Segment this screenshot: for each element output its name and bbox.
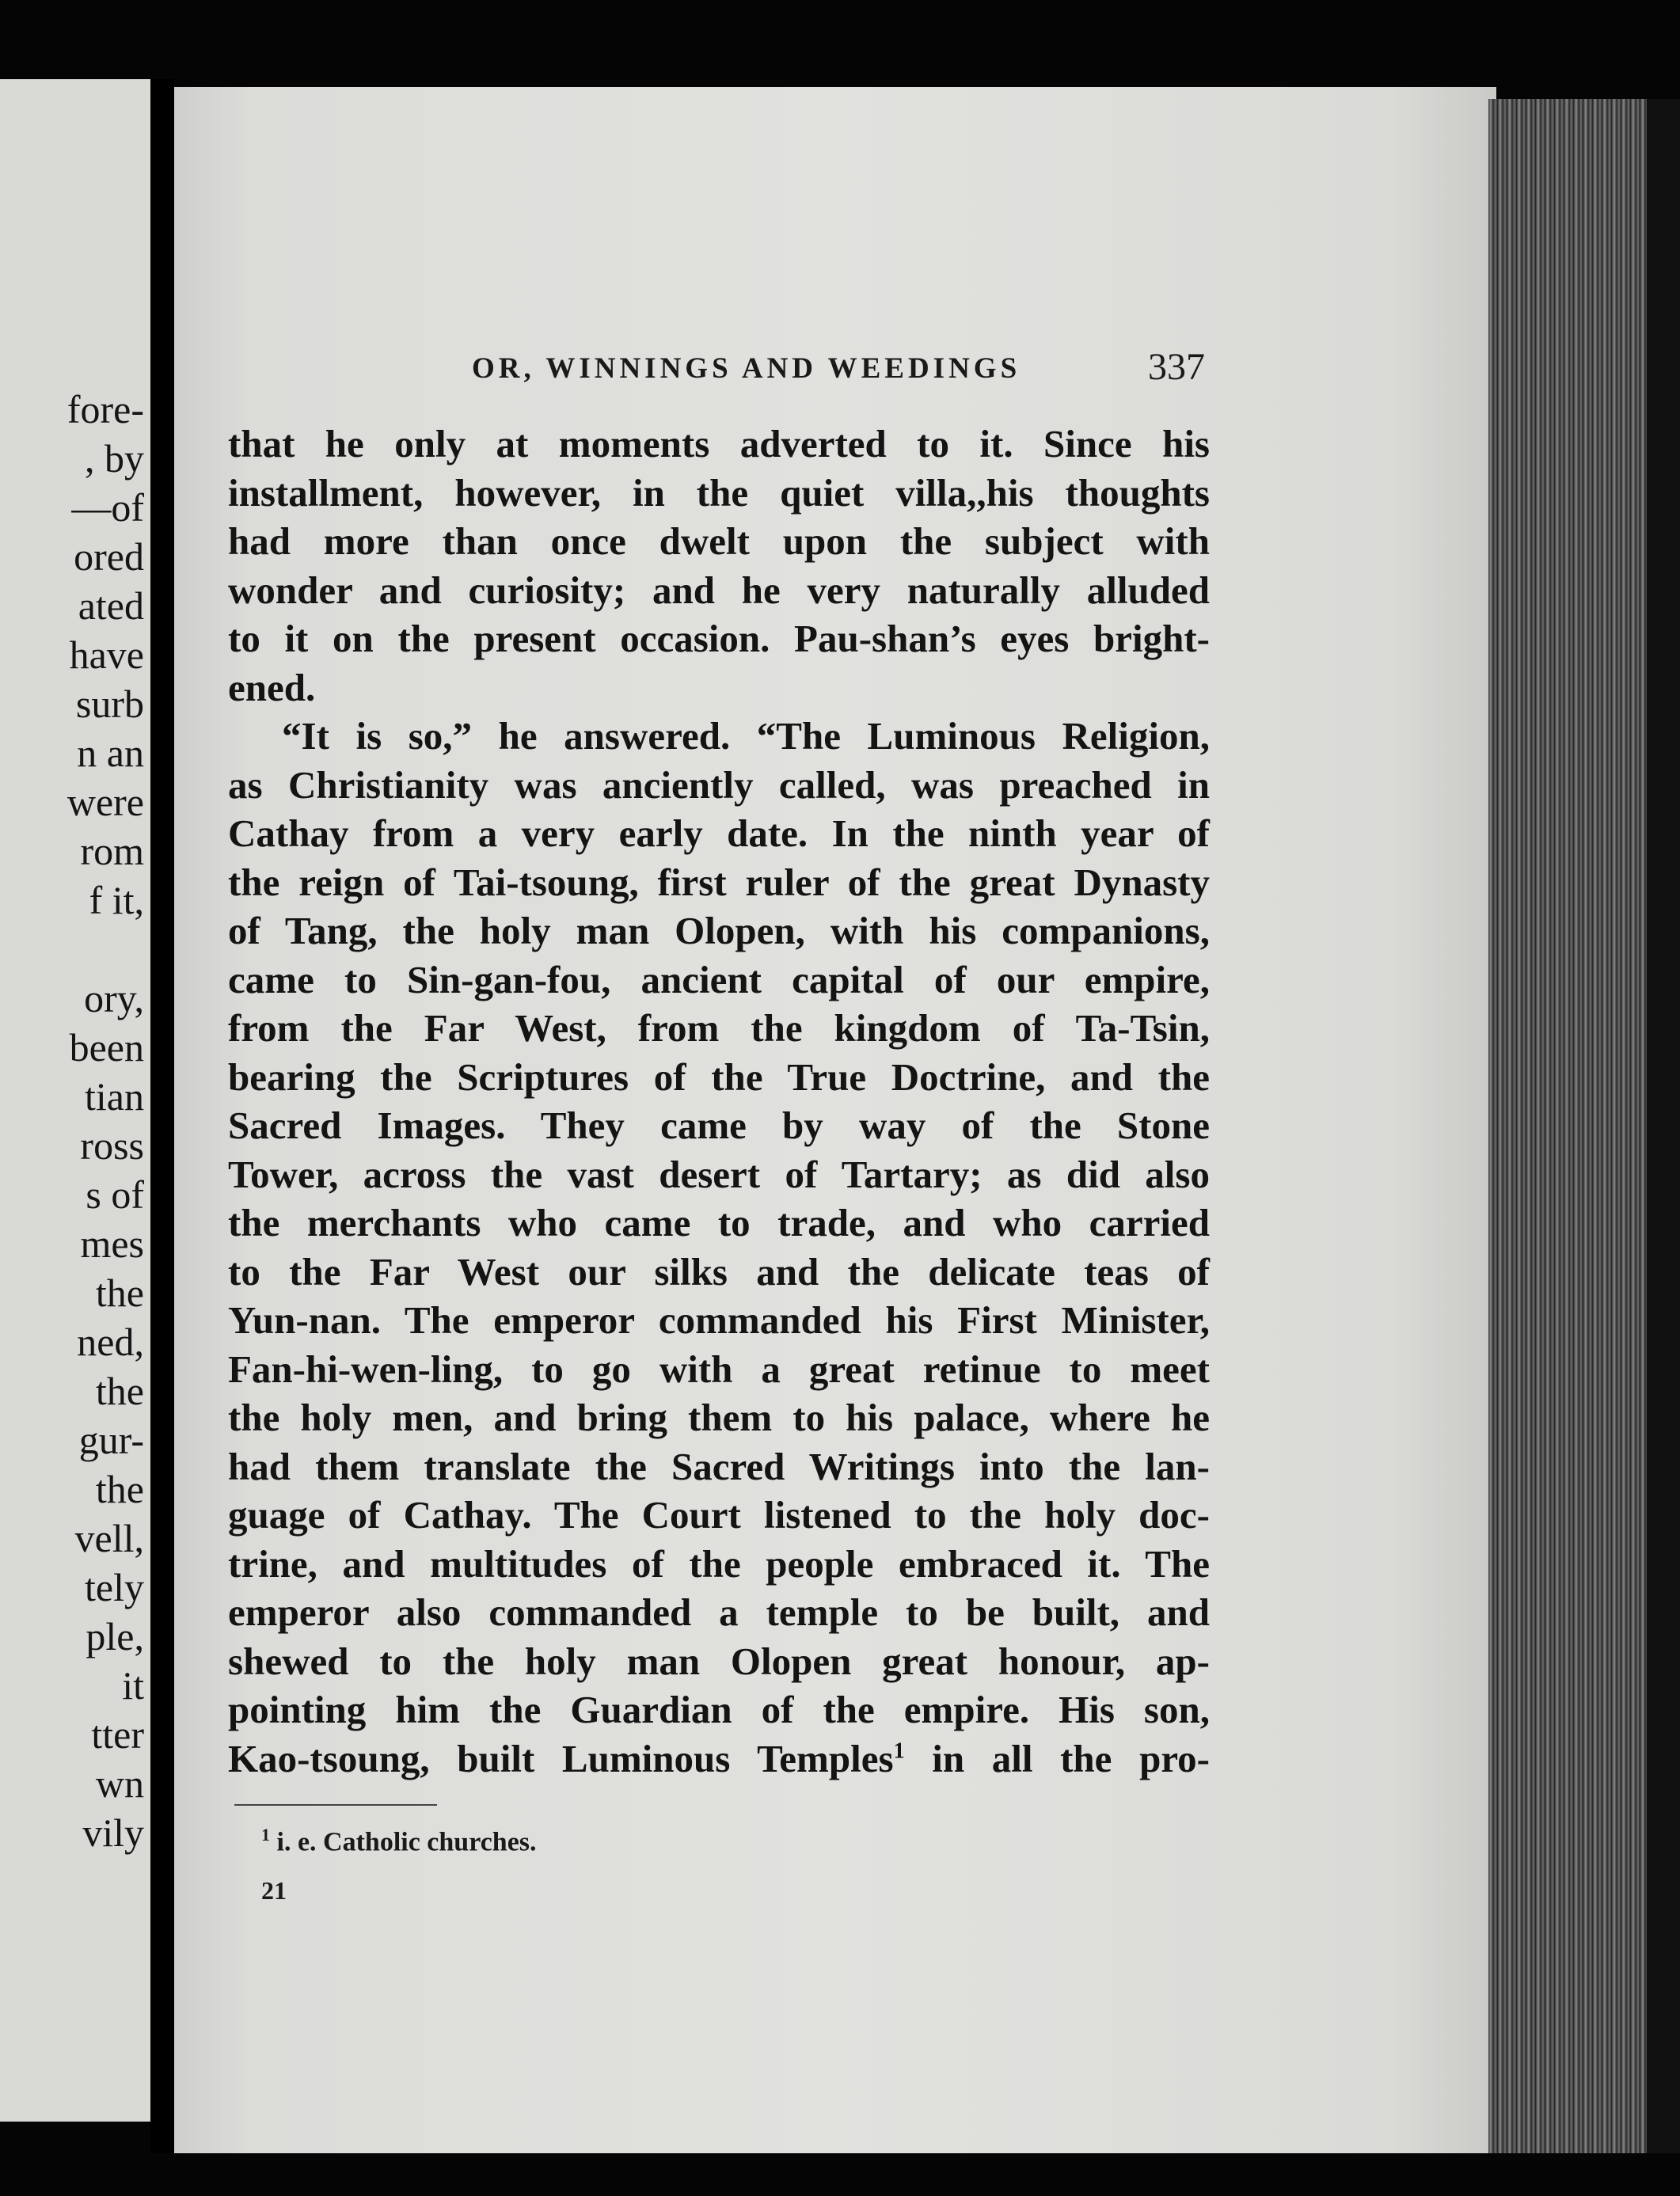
left-page-fragment: the	[95, 1271, 144, 1315]
body-line: to it on the present occasion. Pau-shan’s eyes bright-	[228, 617, 1210, 660]
body-line: wonder and curiosity; and he very naturally alluded	[228, 568, 1210, 612]
left-page-fragment: the	[95, 1467, 144, 1511]
left-page-fragment: ory,	[84, 976, 144, 1020]
left-page-fragment: , by	[85, 436, 144, 481]
body-line: Yun-nan. The emperor commanded his First Minister,	[228, 1298, 1210, 1342]
page-edges	[1488, 99, 1647, 2161]
body-line: as Christianity was anciently called, was preached in	[228, 762, 1210, 807]
footnote	[261, 1825, 537, 1857]
body-line: had more than once dwelt upon the subject with	[228, 519, 1210, 563]
body-line	[228, 1734, 1210, 1784]
left-page-fragment: tter	[91, 1712, 144, 1757]
body-line: pointing him the Guardian of the empire. His son,	[228, 1688, 1210, 1731]
left-page-fragment: ored	[74, 534, 144, 579]
body-line: ened.	[228, 665, 316, 709]
left-page-fragment: gur-	[78, 1418, 144, 1462]
body-line: Cathay from a very early date. In the ninth year of	[228, 811, 1210, 855]
book-cover-edge	[1647, 99, 1680, 2161]
left-page-fragment: s of	[86, 1172, 144, 1217]
left-page-fragment: —of	[71, 485, 144, 530]
body-line: came to Sin-gan-fou, ancient capital of our empire,	[228, 957, 1210, 1001]
left-page-fragment: fore-	[67, 387, 144, 431]
left-page-fragment: ated	[78, 583, 144, 628]
body-line: had them translate the Sacred Writings into the lan-	[228, 1444, 1210, 1488]
body-line: shewed to the holy man Olopen great honour, ap-	[228, 1639, 1210, 1683]
body-line-tail: in all the pro-	[904, 1736, 1211, 1780]
body-line: that he only at moments adverted to it. Since his	[228, 422, 1210, 465]
left-page-fragment: f it,	[89, 878, 144, 922]
body-line: Fan-hi-wen-ling, to go with a great retinue to meet	[228, 1347, 1210, 1391]
left-page-fragment: tian	[85, 1074, 144, 1119]
body-line: emperor also commanded a temple to be built, and	[228, 1590, 1210, 1634]
left-page-fragment: the	[95, 1369, 144, 1413]
body-line: to the Far West our silks and the delicate teas of	[228, 1249, 1210, 1294]
body-line: bearing the Scriptures of the True Doctrine, and the	[228, 1054, 1210, 1099]
body-line: the holy men, and bring them to his palace, where he	[228, 1396, 1210, 1439]
footnote-rule	[234, 1804, 437, 1806]
body-line: “It is so,” he answered. “The Luminous Religion,	[282, 714, 1210, 758]
body-line-text: Kao-tsoung, built Luminous Temples	[228, 1736, 894, 1780]
left-page-fragment: surb	[75, 682, 144, 726]
left-page-fragment: vell,	[74, 1516, 144, 1560]
left-page-fragment: been	[69, 1025, 144, 1070]
left-page-fragment: tely	[85, 1565, 144, 1609]
body-line: guage of Cathay. The Court listened to the holy doc-	[228, 1493, 1210, 1537]
footnote-text: i. e. Catholic churches.	[276, 1827, 537, 1857]
left-facing-page	[0, 79, 150, 2122]
page-number: 337	[1148, 346, 1205, 388]
body-text	[228, 420, 1210, 1783]
body-line: of Tang, the holy man Olopen, with his companions,	[228, 909, 1210, 952]
left-page-fragment: ple,	[86, 1614, 144, 1658]
left-page-fragment: rom	[80, 829, 144, 873]
left-page-fragment: ned,	[77, 1320, 144, 1364]
signature-mark: 21	[261, 1876, 287, 1905]
running-head: OR, WINNINGS AND WEEDINGS	[472, 352, 1021, 385]
left-page-fragment: n an	[77, 731, 144, 775]
left-page-text-fragments	[0, 385, 150, 1857]
body-line: Sacred Images. They came by way of the Stone	[228, 1104, 1210, 1147]
scan-bottom-border	[0, 2153, 1680, 2196]
body-line: the merchants who came to trade, and who carried	[228, 1201, 1210, 1244]
left-page-fragment: ross	[80, 1123, 144, 1168]
body-line: trine, and multitudes of the people embraced it. The	[228, 1541, 1210, 1586]
body-line: from the Far West, from the kingdom of Ta-Tsin,	[228, 1006, 1210, 1050]
left-page-fragment: vily	[82, 1810, 144, 1855]
footnote-marker: 1	[261, 1825, 270, 1845]
left-page-fragment: wn	[95, 1761, 144, 1806]
body-line: the reign of Tai-tsoung, first ruler of the great Dynasty	[228, 860, 1210, 904]
left-page-fragment	[0, 925, 150, 974]
left-page-fragment: mes	[80, 1221, 144, 1266]
footnote-reference: 1	[893, 1738, 905, 1764]
body-line: Tower, across the vast desert of Tartary; as did also	[228, 1152, 1210, 1196]
left-page-fragment: have	[69, 633, 144, 677]
left-page-fragment: were	[67, 780, 144, 824]
book-gutter	[150, 79, 174, 2153]
left-page-fragment: it	[122, 1663, 144, 1708]
body-line: installment, however, in the quiet villa,,his thoughts	[228, 470, 1210, 515]
